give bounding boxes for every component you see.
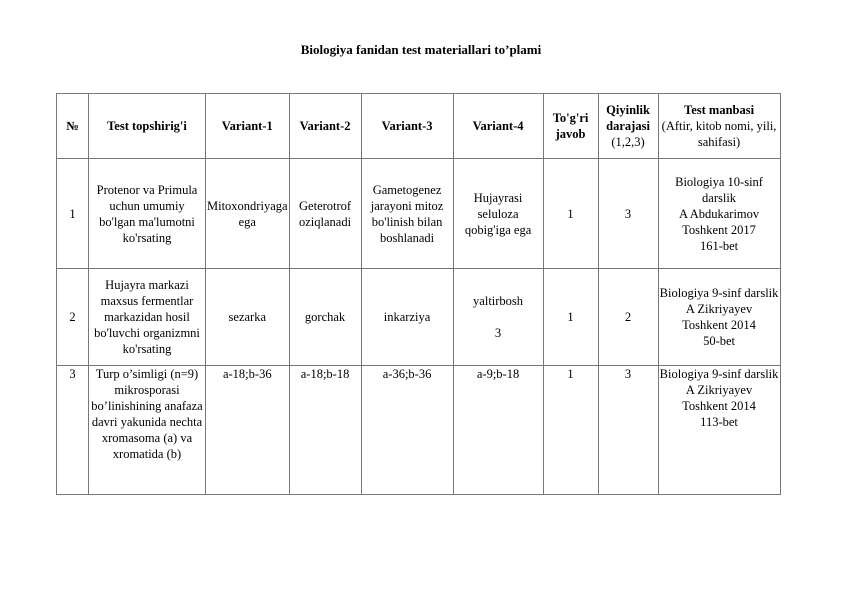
header-correct-answer: To'g'ri javob bbox=[543, 94, 598, 159]
variant-4-gap bbox=[455, 309, 542, 325]
cell-source bbox=[658, 159, 780, 269]
source-book: Biologiya 9-sinf darslik bbox=[659, 367, 779, 381]
header-source-label: Test manbasi bbox=[684, 103, 755, 117]
cell-task: Turp o’simligi (n=9) mikrosporasi bo’linishining anafaza davri yakunida nechta xromasoma (a) va xromatida (b) bbox=[89, 366, 206, 495]
header-difficulty-label: Qiyinlik darajasi bbox=[606, 103, 650, 133]
header-source-detail: (Aftir, kitob nomi, yili, sahifasi) bbox=[661, 119, 777, 149]
source-book: Biologiya 9-sinf darslik bbox=[659, 286, 779, 300]
cell-variant-2: a-18;b-18 bbox=[289, 366, 361, 495]
cell-variant-4: a-9;b-18 bbox=[453, 366, 543, 495]
header-difficulty bbox=[598, 94, 658, 159]
cell-source bbox=[658, 366, 780, 495]
cell-difficulty: 3 bbox=[598, 366, 658, 495]
source-city-year: Toshkent 2014 bbox=[682, 318, 756, 332]
cell-correct-answer: 1 bbox=[543, 366, 598, 495]
header-variant-3: Variant-3 bbox=[361, 94, 453, 159]
header-variant-2: Variant-2 bbox=[289, 94, 361, 159]
cell-variant-1: sezarka bbox=[206, 269, 290, 366]
document-title: Biologiya fanidan test materiallari to’plami bbox=[300, 42, 542, 57]
source-city-year: Toshkent 2014 bbox=[682, 399, 756, 413]
cell-variant-3: Gametogenez jarayoni mitoz bo'linish bilan boshlanadi bbox=[361, 159, 453, 269]
test-table bbox=[56, 93, 781, 495]
source-author: A Zikriyayev bbox=[685, 383, 753, 397]
source-author: A Abdukarimov bbox=[678, 206, 760, 221]
table-row bbox=[57, 366, 781, 495]
cell-correct-answer: 1 bbox=[543, 269, 598, 366]
table-row bbox=[57, 159, 781, 269]
cell-difficulty: 3 bbox=[598, 159, 658, 269]
cell-source bbox=[658, 269, 780, 366]
cell-variant-4: Hujayrasi seluloza qobig'iga ega bbox=[453, 159, 543, 269]
cell-task: Hujayra markazi maxsus fermentlar markazidan hosil bo'luvchi organizmni ko'rsating bbox=[89, 269, 206, 366]
cell-number: 3 bbox=[57, 366, 89, 495]
header-number: № bbox=[57, 94, 89, 159]
cell-variant-4 bbox=[453, 269, 543, 366]
header-task: Test topshirig'i bbox=[89, 94, 206, 159]
cell-variant-2: Geterotrof oziqlanadi bbox=[289, 159, 361, 269]
cell-variant-2: gorchak bbox=[289, 269, 361, 366]
header-variant-4: Variant-4 bbox=[453, 94, 543, 159]
table-row bbox=[57, 269, 781, 366]
source-page: 113-bet bbox=[700, 415, 738, 429]
cell-variant-3: a-36;b-36 bbox=[361, 366, 453, 495]
source-city-year: Toshkent 2017 bbox=[682, 222, 756, 237]
header-difficulty-scale: (1,2,3) bbox=[611, 135, 645, 149]
source-page: 50-bet bbox=[703, 334, 736, 348]
cell-number: 1 bbox=[57, 159, 89, 269]
source-page: 161-bet bbox=[699, 238, 739, 253]
header-variant-1: Variant-1 bbox=[206, 94, 290, 159]
variant-4-extra: 3 bbox=[494, 326, 502, 340]
header-source bbox=[658, 94, 780, 159]
source-author: A Zikriyayev bbox=[685, 302, 753, 316]
variant-4-text: yaltirbosh bbox=[473, 294, 524, 308]
header-row bbox=[57, 94, 781, 159]
source-book: Biologiya 10-sinf darslik bbox=[675, 174, 763, 205]
cell-difficulty: 2 bbox=[598, 269, 658, 366]
cell-number: 2 bbox=[57, 269, 89, 366]
cell-correct-answer: 1 bbox=[543, 159, 598, 269]
cell-task: Protenor va Primula uchun umumiy bo'lgan ma'lumotni ko'rsating bbox=[89, 159, 206, 269]
cell-variant-3: inkarziya bbox=[361, 269, 453, 366]
cell-variant-1: Mitoxondriyaga ega bbox=[206, 159, 290, 269]
cell-variant-1: a-18;b-36 bbox=[206, 366, 290, 495]
